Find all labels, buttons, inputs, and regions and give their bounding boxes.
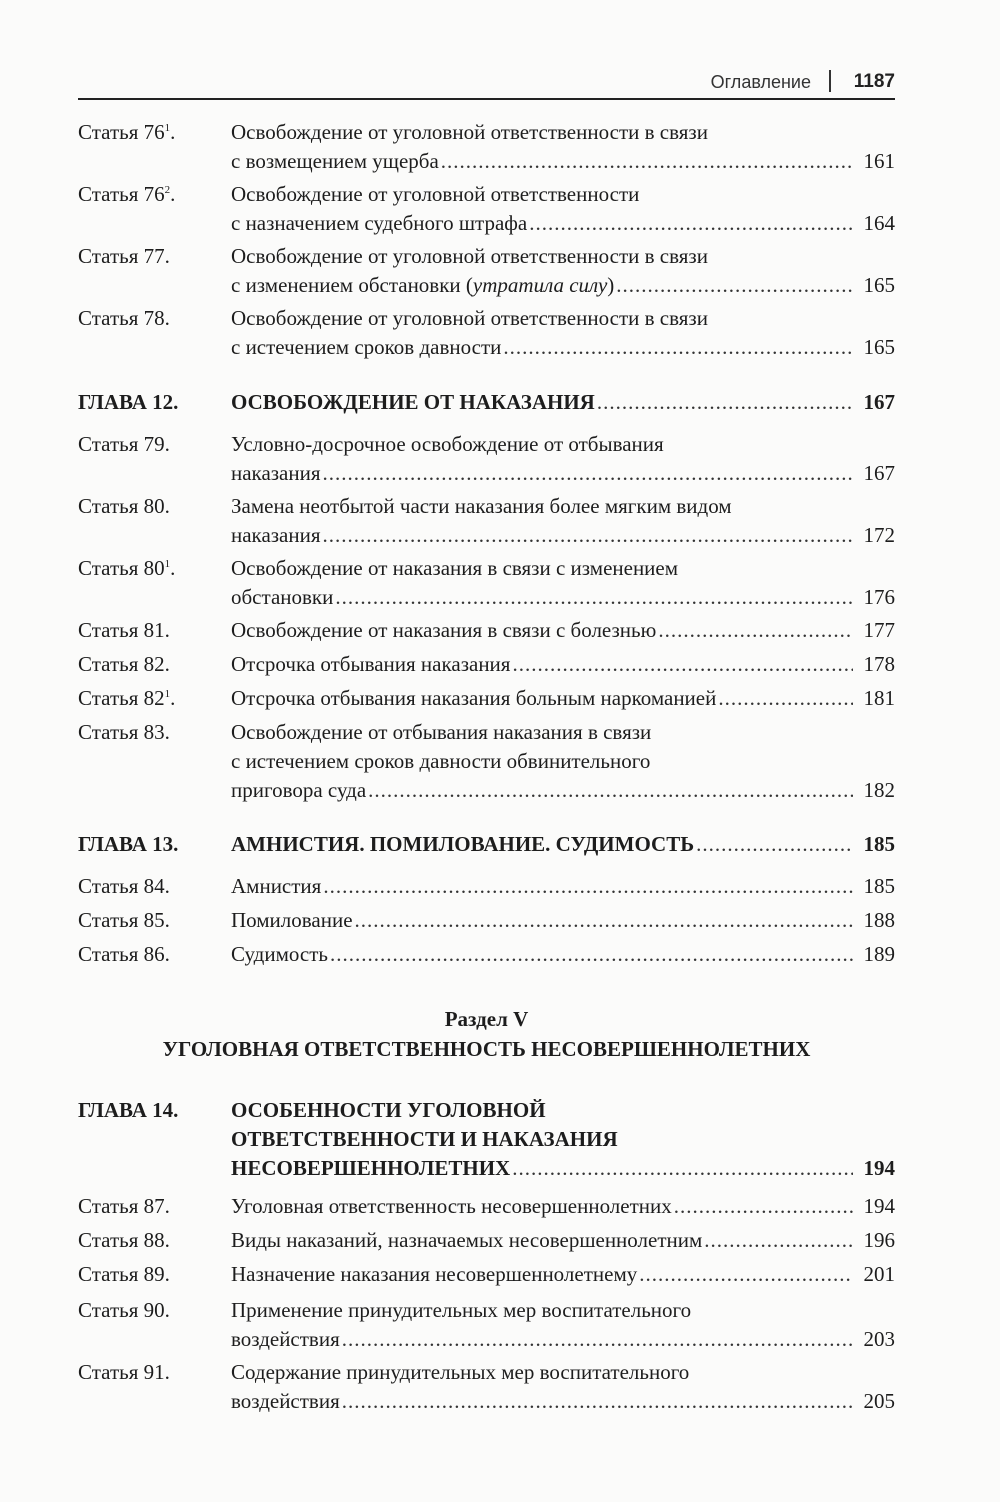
entry-title: Уголовная ответственность несовершеннолетних ..... 194 (231, 1192, 895, 1221)
chapter-title: ОСОБЕННОСТИ УГОЛОВНОЙ ОТВЕТСТВЕННОСТИ И НАКАЗАНИЯ НЕСОВЕРШЕННОЛЕТНИХ ..... 194 (231, 1096, 895, 1183)
leader-dots (639, 1260, 853, 1289)
entry-page: 167 (863, 461, 895, 485)
entry-page: 189 (863, 942, 895, 966)
entry-title: Применение принудительных мер воспитательного воздействия ..... 203 (231, 1296, 895, 1354)
entry-title: Содержание принудительных мер воспитательного воздействия ..... 205 (231, 1358, 895, 1416)
chapter-title: АМНИСТИЯ. ПОМИЛОВАНИЕ. СУДИМОСТЬ ..... 185 (231, 830, 895, 859)
entry-title: Судимость ..... 189 (231, 940, 895, 969)
entry-page: 194 (863, 1194, 895, 1218)
section-label: Раздел V (444, 1007, 529, 1031)
entry-page: 165 (863, 335, 895, 359)
entry-page: 194 (863, 1156, 895, 1180)
entry-label: Статья 90. (78, 1298, 170, 1322)
entry-label: Статья 79. (78, 432, 170, 456)
entry-label: Статья 84. (78, 874, 170, 898)
leader-dots (696, 830, 853, 859)
entry-label: Статья 81. (78, 618, 170, 642)
entry-label: Статья 89. (78, 1262, 170, 1286)
entry-label: Статья 80. (78, 494, 170, 518)
leader-dots (355, 906, 853, 935)
entry-title: Виды наказаний, назначаемых несовершеннолетним ..... 196 (231, 1226, 895, 1255)
entry-title: Отсрочка отбывания наказания ..... 178 (231, 650, 895, 679)
entry-title: Освобождение от отбывания наказания в связи с истечением сроков давности обвинительного приговора суда ..... 182 (231, 718, 895, 805)
leader-dots (718, 684, 853, 713)
leader-dots (342, 1387, 853, 1416)
entry-title: Помилование ..... 188 (231, 906, 895, 935)
entry-page: 177 (863, 618, 895, 642)
entry-label: Статья $76^1$. (78, 120, 176, 144)
entry-label: Статья 86. (78, 942, 170, 966)
entry-title: Замена неотбытой части наказания более мягким видом наказания ..... 172 (231, 492, 895, 550)
entry-label: Статья 77. (78, 244, 170, 268)
leader-dots (503, 333, 853, 362)
entry-page: 205 (863, 1389, 895, 1413)
entry-title: Освобождение от уголовной ответственности в связи с возмещением ущерба ..... 161 (231, 118, 895, 176)
entry-page: 182 (863, 778, 895, 802)
entry-page: 201 (863, 1262, 895, 1286)
entry-label: Статья $82^1$. (78, 686, 176, 710)
section-heading (78, 1004, 895, 1064)
header-page-number: 1187 (853, 71, 895, 92)
entry-title: Освобождение от уголовной ответственности в связи с изменением обстановки (утратила силу) ..... 165 (231, 242, 895, 300)
leader-dots (512, 650, 853, 679)
entry-label: Статья 82. (78, 652, 170, 676)
leader-dots (441, 147, 853, 176)
leader-dots (512, 1154, 853, 1183)
chapter-label: ГЛАВА 12. (78, 390, 179, 414)
entry-title: Освобождение от наказания в связи с болезнью ..... 177 (231, 616, 895, 645)
entry-page: 185 (863, 874, 895, 898)
entry-title: Условно-досрочное освобождение от отбывания наказания ..... 167 (231, 430, 895, 488)
leader-dots (529, 209, 853, 238)
chapter-label: ГЛАВА 13. (78, 832, 179, 856)
entry-title: Амнистия ..... 185 (231, 872, 895, 901)
entry-page: 203 (863, 1327, 895, 1351)
entry-label: Статья $80^1$. (78, 556, 176, 580)
leader-dots (704, 1226, 853, 1255)
entry-label: Статья $76^2$. (78, 182, 176, 206)
entry-page: 196 (863, 1228, 895, 1252)
entry-page: 181 (863, 686, 895, 710)
leader-dots (616, 271, 853, 300)
running-header (78, 66, 895, 100)
leader-dots (330, 940, 853, 969)
entry-title: Отсрочка отбывания наказания больным наркоманией ..... 181 (231, 684, 895, 713)
header-separator (829, 70, 831, 92)
entry-label: Статья 85. (78, 908, 170, 932)
leader-dots (323, 459, 853, 488)
leader-dots (323, 872, 853, 901)
entry-label: Статья 91. (78, 1360, 170, 1384)
entry-page: 165 (863, 273, 895, 297)
entry-page: 176 (863, 585, 895, 609)
leader-dots (658, 616, 853, 645)
leader-dots (335, 583, 853, 612)
entry-page: 161 (863, 149, 895, 173)
entry-label: Статья 78. (78, 306, 170, 330)
entry-label: Статья 83. (78, 720, 170, 744)
leader-dots (368, 776, 853, 805)
leader-dots (597, 388, 853, 417)
leader-dots (323, 521, 853, 550)
entry-title: Освобождение от наказания в связи с изменением обстановки ..... 176 (231, 554, 895, 612)
entry-page: 188 (863, 908, 895, 932)
leader-dots (342, 1325, 853, 1354)
entry-title: Освобождение от уголовной ответственности в связи с истечением сроков давности ..... 165 (231, 304, 895, 362)
entry-label: Статья 87. (78, 1194, 170, 1218)
entry-page: 185 (863, 832, 895, 856)
leader-dots (674, 1192, 853, 1221)
chapter-title: ОСВОБОЖДЕНИЕ ОТ НАКАЗАНИЯ ..... 167 (231, 388, 895, 417)
chapter-label: ГЛАВА 14. (78, 1098, 179, 1122)
entry-page: 172 (863, 523, 895, 547)
entry-page: 164 (863, 211, 895, 235)
entry-page: 178 (863, 652, 895, 676)
entry-label: Статья 88. (78, 1228, 170, 1252)
entry-title: Освобождение от уголовной ответственности с назначением судебного штрафа ..... 164 (231, 180, 895, 238)
section-title: УГОЛОВНАЯ ОТВЕТСТВЕННОСТЬ НЕСОВЕРШЕННОЛЕТНИХ (162, 1037, 811, 1061)
entry-page: 167 (863, 390, 895, 414)
header-title: Оглавление (710, 72, 811, 92)
entry-title: Назначение наказания несовершеннолетнему ..... 201 (231, 1260, 895, 1289)
